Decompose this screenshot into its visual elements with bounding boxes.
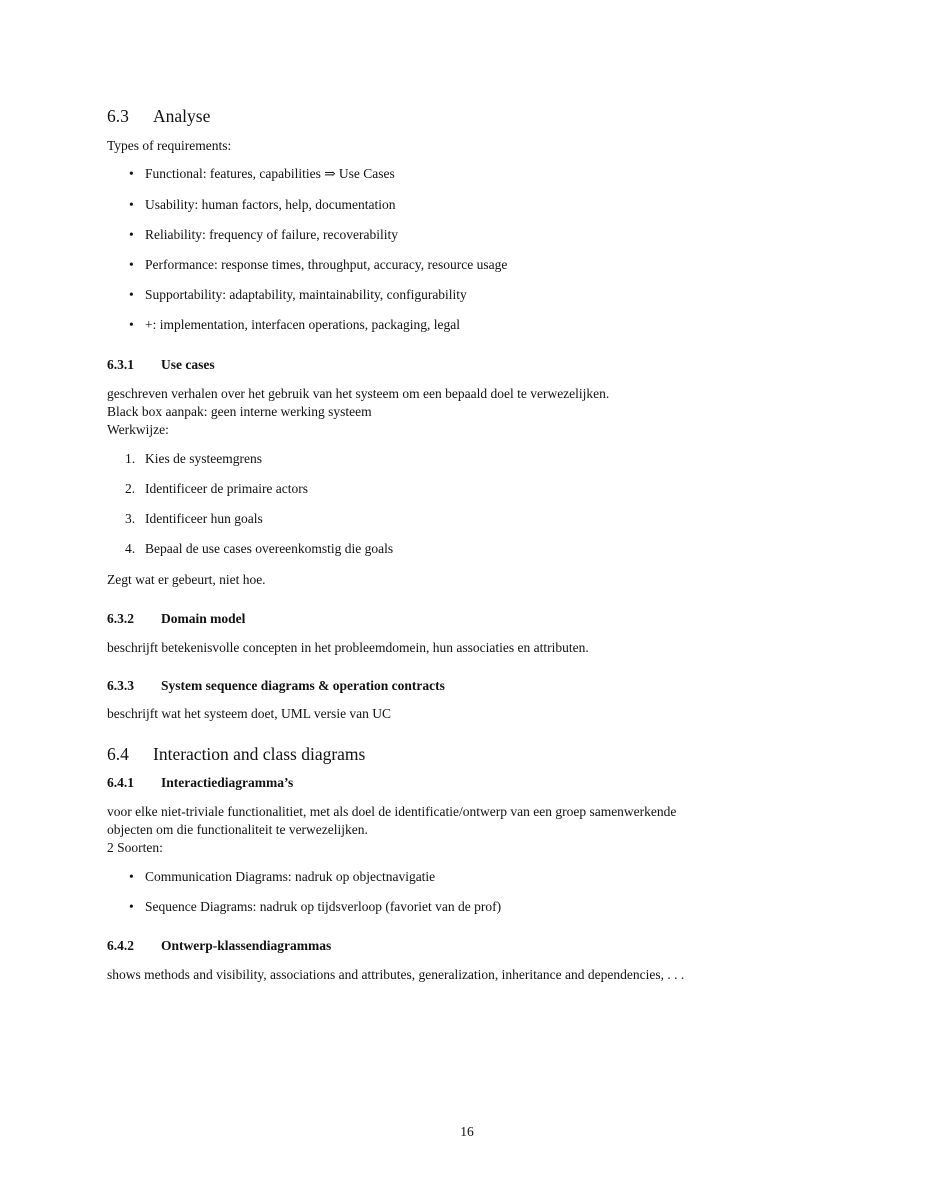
paragraph-line: Werkwijze: — [107, 422, 169, 437]
paragraph-line: geschreven verhalen over het gebruik van het systeem om een bepaald doel te verwezelijken. — [107, 386, 610, 401]
paragraph-types-of-requirements: Types of requirements: — [107, 138, 232, 153]
subsection-heading-6-4-2: 6.4.2 Ontwerp-klassendiagrammas — [107, 938, 332, 953]
subsection-heading-6-3-3: 6.3.3 System sequence diagrams & operation contracts — [107, 678, 445, 693]
paragraph-line: 2 Soorten: — [107, 840, 163, 855]
list-item: • Usability: human factors, help, documentation — [129, 197, 396, 212]
paragraph-line: objecten om die functionaliteit te verwezelijken. — [107, 822, 368, 837]
subsection-heading-6-3-2: 6.3.2 Domain model — [107, 611, 246, 626]
list-item: • Sequence Diagrams: nadruk op tijdsverloop (favoriet van de prof) — [129, 899, 502, 914]
subsection-heading-6-3-1: 6.3.1 Use cases — [107, 357, 215, 372]
list-item: • Reliability: frequency of failure, recoverability — [129, 227, 399, 242]
list-item: 2. Identificeer de primaire actors — [125, 481, 309, 496]
list-item: • Communication Diagrams: nadruk op objectnavigatie — [129, 869, 436, 884]
paragraph-line: shows methods and visibility, associations and attributes, generalization, inheritance and dependencies, . . . — [107, 967, 685, 982]
paragraph-line: beschrijft betekenisvolle concepten in het probleemdomein, hun associaties en attributen. — [107, 640, 589, 655]
paragraph-line: Black box aanpak: geen interne werking systeem — [107, 404, 372, 419]
list-item: • Supportability: adaptability, maintainability, configurability — [129, 287, 467, 302]
section-heading-6-4: 6.4 Interaction and class diagrams — [107, 744, 366, 764]
list-item: 1. Kies de systeemgrens — [125, 451, 262, 466]
list-item: • +: implementation, interfacen operations, packaging, legal — [129, 317, 461, 332]
section-heading-6-3: 6.3 Analyse — [107, 106, 211, 126]
paragraph-line: voor elke niet-triviale functionalitiet, met als doel de identificatie/ontwerp van een groep samenwerkende — [107, 804, 677, 819]
list-item: 3. Identificeer hun goals — [125, 511, 263, 526]
subsection-heading-6-4-1: 6.4.1 Interactiediagramma’s — [107, 775, 294, 790]
paragraph-line: Zegt wat er gebeurt, niet hoe. — [107, 572, 266, 587]
list-item: 4. Bepaal de use cases overeenkomstig die goals — [125, 541, 394, 556]
list-item: • Functional: features, capabilities ⇒ Use Cases — [129, 166, 395, 181]
page-number: 16 — [460, 1124, 474, 1139]
list-item: • Performance: response times, throughput, accuracy, resource usage — [129, 257, 508, 272]
paragraph-line: beschrijft wat het systeem doet, UML versie van UC — [107, 706, 392, 721]
document-page — [107, 0, 827, 1198]
